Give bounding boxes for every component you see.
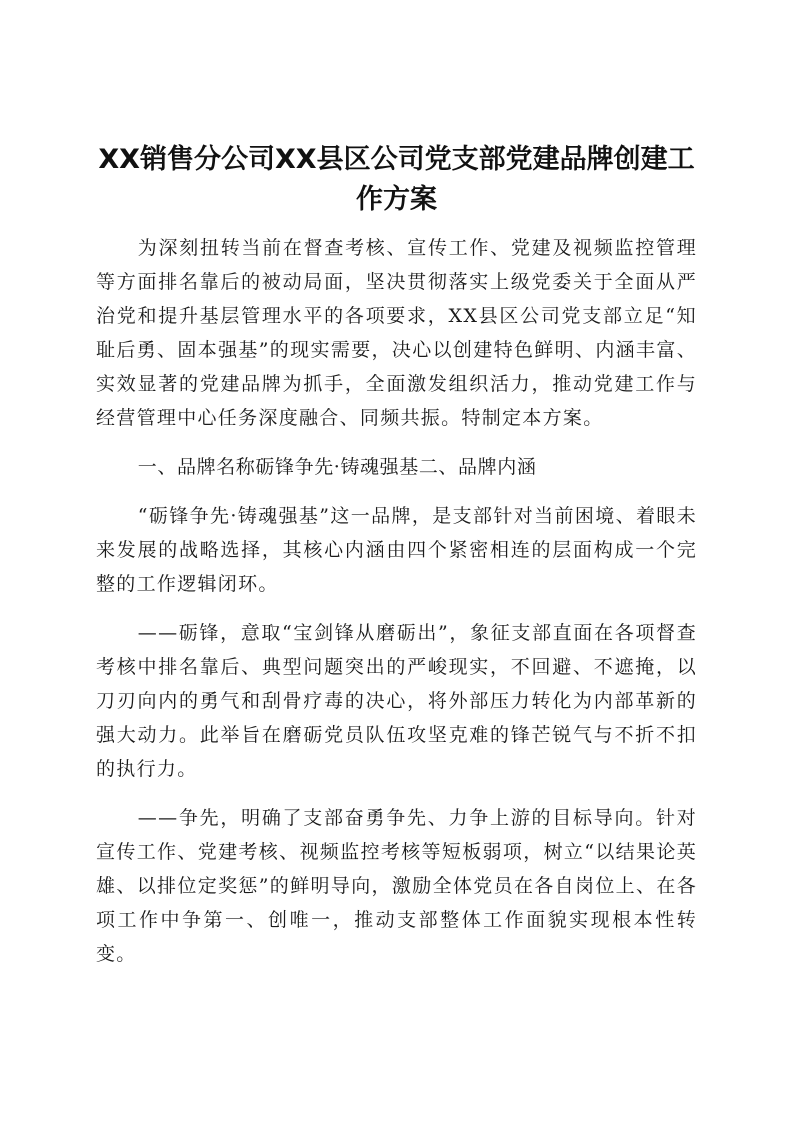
paragraph-intro: 为深刻扭转当前在督查考核、宣传工作、党建及视频监控管理等方面排名靠后的被动局面，坚决贯彻落实上级党委关于全面从严治党和提升基层管理水平的各项要求，XX县区公司党支部立足“知耻后勇、固本强基”的现实需要，决心以创建特色鲜明、内涵丰富、实效显著的党建品牌为抓手，全面激发组织活力，推动党建工作与经营管理中心任务深度融合、同频共振。特制定本方案。 <box>96 237 697 429</box>
paragraph-section-heading: 一、品牌名称砺锋争先·铸魂强基二、品牌内涵 <box>137 456 537 478</box>
paragraph-brand-meaning: “砺锋争先·铸魂强基”这一品牌，是支部针对当前困境、着眼未来发展的战略选择，其核心内涵由四个紧密相连的层面构成一个完整的工作逻辑闭环。 <box>96 505 697 595</box>
paragraph-liFeng: ——砺锋，意取“宝剑锋从磨砺出”，象征支部直面在各项督查考核中排名靠后、典型问题突出的严峻现实，不回避、不遮掩，以刀刃向内的勇气和刮骨疗毒的决心，将外部压力转化为内部革新的强大动力。此举旨在磨砺党员队伍攻坚克难的锋芒锐气与不折不扣的执行力。 <box>96 622 697 780</box>
document-title: XX销售分公司XX县区公司党支部党建品牌创建工作方案 <box>98 144 695 215</box>
document-body <box>96 231 697 986</box>
paragraph-zhengXian: ——争先，明确了支部奋勇争先、力争上游的目标导向。针对宣传工作、党建考核、视频监控考核等短板弱项，树立“以结果论英雄、以排位定奖惩”的鲜明导向，激励全体党员在各自岗位上、在各项工作中争第一、创唯一，推动支部整体工作面貌实现根本性转变。 <box>96 807 697 965</box>
